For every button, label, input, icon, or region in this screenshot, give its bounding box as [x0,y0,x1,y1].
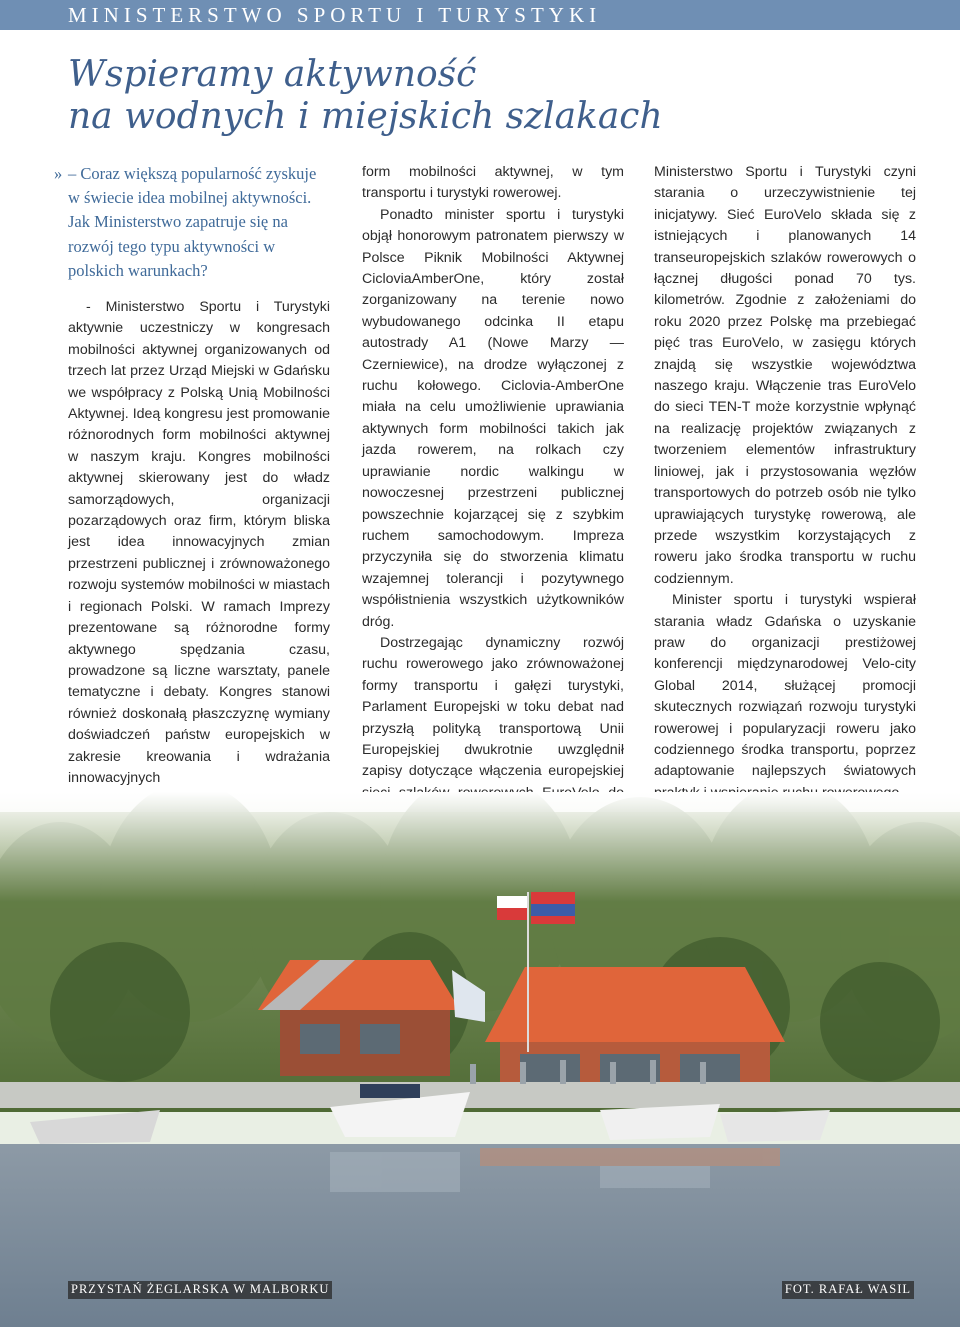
column-1 [54,162,330,789]
photo-caption: PRZYSTAŃ ŻEGLARSKA W MALBORKU [68,1281,332,1299]
marina-illustration [0,792,960,1327]
paragraph-picnic: Ponadto minister sportu i turystyki objął honorowym patronatem pierwszy w Polsce Piknik Mobilności Aktywnej CicloviaAmberOne, który został zorganizowany na terenie nowo wybudowanego odcinka II etapu autostrady A1 (Nowe Marzy — Czerniewice), na drodze wyłączonej z ruchu kołowego. Ciclovia-AmberOne miała na celu umożliwienie uprawiania aktywnych form mobilności takich jak jazda rowerem, na rolkach czy uprawianie nordic walkingu w nowoczesnej przestrzeni publicznej powszechnie kojarzącej się z szybkim ruchem samochodowym. Impreza przyczyniła się do stworzenia klimatu wzajemnej tolerancji i pozytywnego współistnienia wszystkich użytkowników dróg. [362,206,624,630]
paragraph-continued: form mobilności aktywnej, w tym transportu i turystyki rowerowej. [362,164,624,202]
pier [0,1082,960,1108]
boathouse-left [258,960,460,1076]
title-line-1: Wspieramy aktywność [68,54,477,95]
header-band [0,0,960,30]
column-2 [362,162,624,847]
section-title: MINISTERSTWO SPORTU I TURYSTYKI [68,3,602,27]
paragraph-parliament: Dostrzegając dynamiczny rozwój ruchu rowerowego jako zrównoważonej formy transportu i gałęzi turystyki, Parlament Europejski w toku debat nad przyszłą polityką transportową Unii Europejskiej dwukrotnie uwzględnił zapisy dotyczące włączenia europejskiej [362,634,624,780]
interview-question [54,162,330,283]
water [0,1144,960,1327]
column-3 [654,162,916,804]
paragraph-velo-city: Minister sportu i turystyki wspierał starania władz Gdańska o uzyskanie praw do organizacji prestiżowej konferencji międzynarodowej Velo-city Global 2014, służącej promocji skutecznych rozwiązań rozwoju turystyki rowerowej i popularyzacji roweru jako codziennego środka transportu, poprzez adaptowanie najlepszych światowych [654,592,916,780]
marina-photo [0,792,960,1327]
paragraph-eurovelo: Ministerstwo Sportu i Turystyki czyni starania o urzeczywistnienie tej inicjatywy. Sieć EuroVelo składa się z istniejących i planowanych 14 transeuropejskich szlaków rowerowych o łącznej długości ponad 70 tys. kilometrów. Zgodnie z założeniami do roku 2020 przez Polskę ma przebiegać pięć tras EuroVelo, w zasięgu których znajdą się wszystkie województwa naszego kraju. Włączenie tras EuroVelo do sieci TEN-T może korzystnie wpłynąć na realizację projektów związanych z tworzeniem elementów infrastruktury liniowej, jak i przystosowania węzłów transportowych do potrzeb osób nie tylko uprawiających turystykę rowerową, ale przede wszystkim korzystających z roweru jako środka transportu w ruchu codziennym. [654,164,916,587]
answer-paragraph: - Ministerstwo Sportu i Turystyki aktywnie uczestniczy w kongresach mobilności aktywnej organizowanych od trzech lat przez Urząd Miejski w Gdańsku we współpracy z Polską Unią Mobilności Aktywnej. Ideą kongresu jest promowanie różnorodnych form mobilności aktywnej w naszym kraju. Kongres mobilności aktywnej skierowany jest do władz samorządowych, organizacji pozarządowych oraz firm, którym bliska jest idea innowacyjnych zmian przestrzeni publicznej i zrównoważonego rozwoju systemów mobilności w miastach i regionach Polski. W ramach Imprezy prezentowane są różnorodne formy aktywnego spędzania czasu, prowadzone są liczne warsztaty, panele tematyczne i debaty. Kongres stanowi również doskonałą płaszczyznę wymiany doświadczeń państw europejskich w zakresie kreowania i wdrażania innowacyjnych [68,299,330,786]
article-title [68,54,888,138]
lead-marker: » [54,164,63,183]
boathouse-right [485,967,785,1102]
title-line-2: na wodnych i miejskich szlakach [68,96,663,137]
photo-credit: FOT. RAFAŁ WASIL [782,1281,914,1299]
lead-text: – Coraz większą popularność zyskuje w świecie idea mobilnej aktywności. Jak Ministerstwo zapatruje się na rozwój tego typu aktywności w polskich warunkach? [68,164,317,280]
